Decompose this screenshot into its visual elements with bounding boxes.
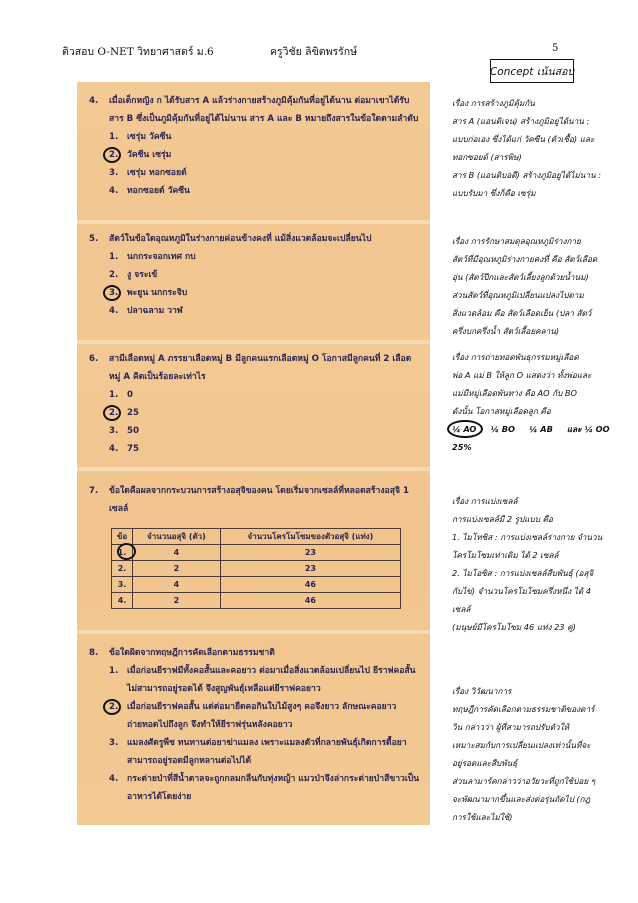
option[interactable]: 1. 0 — [109, 390, 133, 400]
note-line: ครึ่งบกครึ่งน้ำ สัตว์เลื้อยคลาน) — [452, 326, 560, 336]
question-number: 7. — [89, 486, 99, 496]
answer-circle — [117, 543, 136, 560]
answer-circle — [103, 147, 121, 163]
answer-circle — [103, 285, 121, 301]
table-cell: 1. — [117, 548, 127, 557]
option-selected[interactable]: 2. 25 — [109, 404, 422, 422]
scan-divider — [77, 630, 430, 634]
note-line: แม่มีหมู่เลือดพันทาง คือ AO กับ BO — [452, 388, 577, 398]
table-cell: 4 — [133, 577, 221, 593]
note-q8 — [452, 682, 632, 826]
note-line: แบบก่อเอง ซึ่งได้แก่ วัคซีน (ตัวเชื้อ) และ — [452, 134, 595, 144]
option[interactable]: 3. แมลงศัตรูพืช ทนทานต่อยาฆ่าแมลง เพราะแมลงตัวที่กลายพันธุ์เกิดการดื้อยาสามารถอยู่รอดมีลูกหลานต่อไปได้ — [109, 738, 407, 766]
note-line: จะพัฒนามากขึ้นและส่งต่อรุ่นถัดไป (กฎ — [452, 794, 591, 804]
concept-label: Concept เน้นสอบ — [489, 65, 575, 78]
table-header-row — [112, 529, 401, 545]
note-line: เซลล์ — [452, 604, 471, 614]
question-number: 4. — [89, 96, 99, 106]
note-line: โครโมโซมเท่าเดิม ได้ 2 เซลล์ — [452, 550, 559, 560]
option[interactable]: 2. งู จระเข้ — [109, 270, 158, 280]
note-line: กับไข่) จำนวนโครโมโซมครึ่งหนึ่ง ได้ 4 — [452, 586, 591, 596]
option[interactable]: 1. นกกระจอกเทศ กบ — [109, 252, 196, 262]
option-selected[interactable]: 2. เมื่อก่อนยีราฟคอสั้น แต่ต่อมายืดคอกินใบไม้สูงๆ คอจึงยาว ลักษณะคอยาวถ่ายทอดไปถึงลูก จึงทำให้ยีราฟรุ่นหลังคอยาว — [109, 698, 422, 734]
table-cell: 2. — [112, 561, 133, 577]
table-header: จำนวนอสุจิ (ตัว) — [133, 529, 221, 545]
option[interactable]: 1. เมื่อก่อนยีราฟมีทั้งคอสั้นและคอยาว ต่อมาเมื่อสิ่งแวดล้อมเปลี่ยนไป ยีราฟคอสั้นไม่สามารถอยู่รอดได้ จึงสูญพันธุ์เหลือแต่ยีราฟคอยาว — [109, 666, 416, 694]
note-q4 — [452, 94, 632, 202]
option-selected[interactable]: 3. พะยูน นกกระจิบ — [109, 284, 422, 302]
table-cell: 46 — [220, 593, 400, 609]
option[interactable]: 4. ทอกซอยด์ วัคซีน — [109, 186, 190, 196]
note-line: 1. ไมโทซิส : การแบ่งเซลล์ร่างกาย จำนวน — [452, 532, 603, 542]
option[interactable]: 3. 50 — [109, 426, 139, 436]
table-header: จำนวนโครโมโซมของตัวอสุจิ (แท่ง) — [220, 529, 400, 545]
note-line: ส่วนลามาร์คกล่าวว่าอวัยวะที่ถูกใช้บ่อย ๆ — [452, 776, 596, 786]
table-header: ข้อ — [112, 529, 133, 545]
table-row-selected[interactable] — [112, 545, 401, 561]
option[interactable]: 4. ปลาฉลาม วาฬ — [109, 306, 183, 316]
table-cell: 2 — [133, 561, 221, 577]
scan-divider — [77, 220, 430, 224]
page-number: 5 — [552, 43, 559, 54]
note-line: ทอกซอยด์ (สารพิษ) — [452, 152, 522, 162]
scan-divider — [77, 467, 430, 471]
header-course-title: ติวสอบ O-NET วิทยาศาสตร์ ม.6 — [62, 46, 214, 58]
note-line: 2. ไมโอซิส : การแบ่งเซลล์สืบพันธุ์ (อสุจิ — [452, 568, 594, 578]
ratio-ao: ¼ AO — [452, 424, 477, 434]
question-7 — [89, 482, 422, 609]
question-8 — [89, 644, 422, 806]
ratio-bo: ¼ BO — [490, 424, 515, 434]
table-row[interactable] — [112, 577, 401, 593]
ratio-ab: ¼ AB — [528, 424, 553, 434]
note-line: เรื่อง การสร้างภูมิคุ้มกัน — [452, 98, 535, 108]
option[interactable]: 3. เซรุ่ม ทอกซอยด์ — [109, 168, 187, 178]
table-cell: 46 — [220, 577, 400, 593]
note-line: เรื่อง การแบ่งเซลล์ — [452, 496, 518, 506]
table-cell: 23 — [220, 545, 400, 561]
concept-label-box — [490, 59, 574, 83]
note-line: การแบ่งเซลล์มี 2 รูปแบบ คือ — [452, 514, 553, 524]
question-number: 8. — [89, 648, 99, 658]
question-stem: สัตว์ในข้อใดอุณหภูมิในร่างกายค่อนข้างคงที่ แม้สิ่งแวดล้อมจะเปลี่ยนไป — [109, 234, 372, 244]
note-line: สิ่งแวดล้อม คือ สัตว์เลือดเย็น (ปลา สัตว์ — [452, 308, 592, 318]
table-row[interactable] — [112, 593, 401, 609]
note-line: แบบรับมา ซึ่งก็คือ เซรุ่ม — [452, 188, 536, 198]
answer-table — [111, 528, 401, 609]
note-result: 25% — [452, 442, 472, 452]
note-line: การใช้และไม่ใช้) — [452, 812, 513, 822]
note-q6 — [452, 348, 632, 456]
question-number: 6. — [89, 354, 99, 364]
table-row[interactable] — [112, 561, 401, 577]
option[interactable]: 1. เซรุ่ม วัคซีน — [109, 132, 172, 142]
note-line: อยู่รอดและสืบพันธุ์ — [452, 758, 518, 768]
note-line: ส่วนสัตว์ที่อุณหภูมิเปลี่ยนแปลงไปตาม — [452, 290, 584, 300]
genotype-ratios — [452, 420, 632, 438]
note-line: เรื่อง วิวัฒนาการ — [452, 686, 512, 696]
question-stem: ข้อใดผิดจากทฤษฎีการคัดเลือกตามธรรมชาติ — [109, 648, 275, 658]
note-line: วิน กล่าวว่า ผู้ที่สามารถปรับตัวให้ — [452, 722, 570, 732]
scanned-exam-sheet — [77, 82, 430, 825]
table-cell: 4. — [112, 593, 133, 609]
table-cell: 4 — [133, 545, 221, 561]
option-selected[interactable]: 2. วัคซีน เซรุ่ม — [109, 146, 422, 164]
table-cell: 23 — [220, 561, 400, 577]
question-4 — [89, 92, 422, 200]
option[interactable]: 4. กระต่ายป่าที่สีน้ำตาลจะถูกกลมกลืนกับทุ่งหญ้า แมวป่าจึงล่ากระต่ายป่าสีขาวเป็นอาหารได้โดยง่าย — [109, 774, 420, 802]
note-line: ดังนั้น โอกาสหมู่เลือดลูก คือ — [452, 406, 551, 416]
note-line: พ่อ A แม่ B ให้ลูก O แสดงว่า ทั้งพ่อและ — [452, 370, 592, 380]
scan-divider — [77, 340, 430, 344]
note-line: อุ่น (สัตว์ปีกและสัตว์เลี้ยงลูกด้วยน้ำนม) — [452, 272, 589, 282]
note-line: เรื่อง การถ่ายทอดพันธุกรรมหมู่เลือด — [452, 352, 579, 362]
note-line: สาร A (แอนติเจน) สร้างภูมิอยู่ได้นาน : — [452, 116, 590, 126]
question-5 — [89, 230, 422, 320]
note-line: เรื่อง การรักษาสมดุลอุณหภูมิร่างกาย — [452, 236, 581, 246]
answer-circle — [103, 405, 121, 421]
note-line: (มนุษย์มีโครโมโซม 46 แท่ง 23 คู่) — [452, 622, 576, 632]
question-number: 5. — [89, 234, 99, 244]
header-teacher-name: ครูวิชัย ลิขิตพรรักษ์ — [270, 46, 358, 58]
ratio-oo: และ ¼ OO — [566, 424, 610, 434]
note-q5 — [452, 232, 632, 340]
table-cell: 3. — [112, 577, 133, 593]
note-line: เหมาะสมกับการเปลี่ยนแปลงเท่านั้นที่จะ — [452, 740, 591, 750]
question-stem: สามีเลือดหมู่ A ภรรยาเลือดหมู่ B มีลูกคนแรกเลือดหมู่ O โอกาสมีลูกคนที่ 2 เลือดหมู่ A คิดเป็นร้อยละเท่าไร — [109, 354, 412, 382]
table-cell: 2 — [133, 593, 221, 609]
question-6 — [89, 350, 422, 458]
question-stem: เมื่อเด็กหญิง ก ได้รับสาร A แล้วร่างกายสร้างภูมิคุ้มกันที่อยู่ได้นาน ต่อมาเขาได้รับสาร B ซึ่งเป็นภูมิคุ้มกันที่อยู่ได้ไม่นาน สาร A และ B หมายถึงสารในข้อใดตามลำดับ — [109, 96, 419, 124]
note-line: สาร B (แอนติบอดี) สร้างภูมิอยู่ได้ไม่นาน : — [452, 170, 601, 180]
answer-circle — [103, 699, 121, 715]
answer-circle — [447, 420, 483, 438]
question-stem: ข้อใดคือผลจากกระบวนการสร้างอสุจิของคน โดยเริ่มจากเซลล์ที่หลอดสร้างอสุจิ 1 เซลล์ — [109, 486, 409, 514]
note-line: ทฤษฎีการคัดเลือกตามธรรมชาติของดาร์ — [452, 704, 595, 714]
option[interactable]: 4. 75 — [109, 444, 139, 454]
note-line: สัตว์ที่มีอุณหภูมิร่างกายคงที่ คือ สัตว์เลือด — [452, 254, 598, 264]
note-q7 — [452, 492, 632, 636]
